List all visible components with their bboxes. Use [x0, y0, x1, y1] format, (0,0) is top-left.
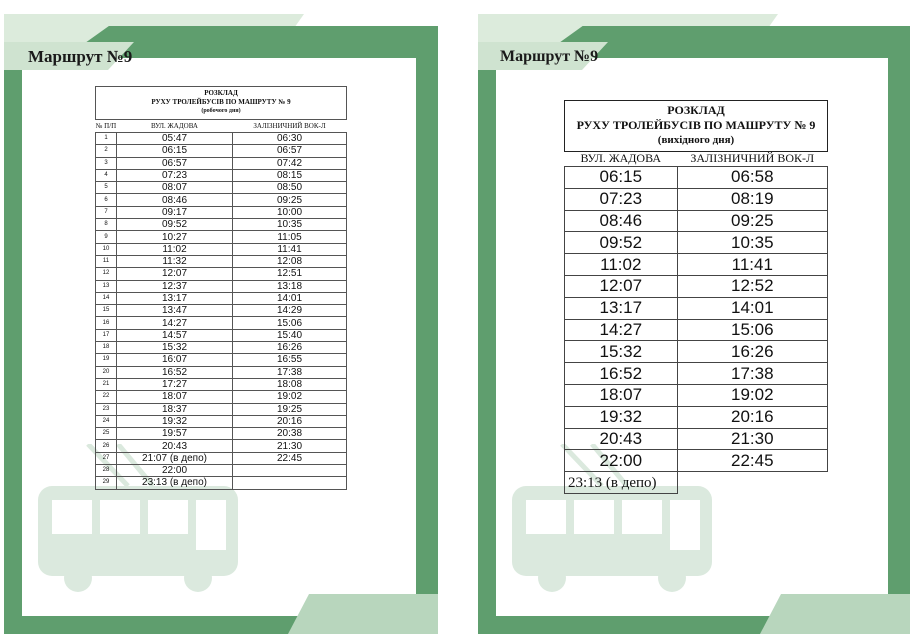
- table-row: [565, 406, 828, 428]
- row-number: 23: [96, 403, 117, 415]
- departure-station: 08:19: [677, 188, 827, 210]
- title-line-3: (робочого дня): [201, 108, 241, 114]
- departure-zhadova: 16:52: [565, 363, 678, 385]
- table-row: [565, 341, 828, 363]
- title-line-1: РОЗКЛАД: [204, 89, 238, 97]
- frame-left: [4, 58, 22, 634]
- departure-zhadova: 15:32: [565, 341, 678, 363]
- table-row: [96, 133, 347, 145]
- table-row: [565, 384, 828, 406]
- departure-station: [233, 465, 347, 477]
- table-row: [565, 210, 828, 232]
- table-row: [96, 206, 347, 218]
- departure-station: 09:25: [233, 194, 347, 206]
- departure-zhadova: 19:32: [117, 415, 233, 427]
- table-row: [96, 452, 347, 464]
- table-row: [96, 169, 347, 181]
- table-row: [96, 317, 347, 329]
- departure-station: 15:06: [233, 317, 347, 329]
- table-row: [96, 378, 347, 390]
- row-number: 12: [96, 268, 117, 280]
- row-number: 3: [96, 157, 117, 169]
- route-label: Маршрут №9: [500, 48, 599, 65]
- table-row: [96, 182, 347, 194]
- weekday-schedule-sheet: [4, 14, 438, 634]
- table-row: [565, 319, 828, 341]
- row-number: 29: [96, 477, 117, 489]
- departure-zhadova: 08:46: [117, 194, 233, 206]
- departure-station: 17:38: [677, 363, 827, 385]
- table-row: [96, 477, 347, 489]
- table-row: [565, 428, 828, 450]
- table-row: [96, 366, 347, 378]
- departure-zhadova: 12:07: [565, 275, 678, 297]
- departure-zhadova: 13:17: [565, 297, 678, 319]
- table-row: [96, 280, 347, 292]
- row-number: 13: [96, 280, 117, 292]
- departure-zhadova: 13:47: [117, 305, 233, 317]
- departure-station: 10:00: [233, 206, 347, 218]
- departure-zhadova: 14:27: [117, 317, 233, 329]
- frame-corner: [760, 594, 910, 634]
- departure-zhadova: 12:07: [117, 268, 233, 280]
- departure-station: 14:01: [233, 292, 347, 304]
- departure-zhadova: 11:02: [565, 254, 678, 276]
- departure-zhadova: 18:07: [565, 384, 678, 406]
- row-number: 20: [96, 366, 117, 378]
- departure-station: 22:45: [233, 452, 347, 464]
- departure-station: 06:58: [677, 167, 827, 189]
- table-row: [96, 194, 347, 206]
- departure-zhadova: 23:13 (в депо): [117, 477, 233, 489]
- row-number: 10: [96, 243, 117, 255]
- departure-station: 15:06: [677, 319, 827, 341]
- departure-station: 12:51: [233, 268, 347, 280]
- table-row: [96, 329, 347, 341]
- row-number: 8: [96, 219, 117, 231]
- row-number: 24: [96, 415, 117, 427]
- departure-station: 17:38: [233, 366, 347, 378]
- table-row: [565, 472, 828, 494]
- departure-zhadova: 14:57: [117, 329, 233, 341]
- title-line-2: РУХУ ТРОЛЕЙБУСІВ ПО МАШРУТУ № 9: [151, 98, 291, 106]
- departure-station: 08:50: [233, 182, 347, 194]
- table-row: [96, 415, 347, 427]
- row-number: 19: [96, 354, 117, 366]
- weekend-timetable: [564, 150, 828, 494]
- row-number: 26: [96, 440, 117, 452]
- departure-station: 21:30: [233, 440, 347, 452]
- departure-zhadova: 12:37: [117, 280, 233, 292]
- column-header-station: ЗАЛІЗНИЧНИЙ ВОК-Л: [677, 150, 827, 167]
- frame-left: [478, 58, 496, 634]
- table-row: [96, 145, 347, 157]
- departure-station: 20:38: [233, 428, 347, 440]
- table-row: [96, 391, 347, 403]
- departure-station: 19:02: [233, 391, 347, 403]
- departure-zhadova: 22:00: [117, 465, 233, 477]
- title-line-1: РОЗКЛАД: [667, 103, 725, 117]
- row-number: 27: [96, 452, 117, 464]
- departure-zhadova: 18:07: [117, 391, 233, 403]
- table-row: [96, 403, 347, 415]
- departure-station: 11:41: [677, 254, 827, 276]
- departure-station: 16:26: [677, 341, 827, 363]
- departure-station: 18:08: [233, 378, 347, 390]
- departure-zhadova: 20:43: [117, 440, 233, 452]
- table-row: [565, 188, 828, 210]
- departure-station: 21:30: [677, 428, 827, 450]
- departure-station: 08:15: [233, 169, 347, 181]
- departure-zhadova: 09:52: [565, 232, 678, 254]
- table-row: [96, 292, 347, 304]
- departure-station: 11:05: [233, 231, 347, 243]
- departure-station: 19:02: [677, 384, 827, 406]
- departure-station: 16:26: [233, 342, 347, 354]
- row-number: 16: [96, 317, 117, 329]
- departure-zhadova: 06:15: [565, 167, 678, 189]
- departure-zhadova: 21:07 (в депо): [117, 452, 233, 464]
- frame-corner: [288, 594, 438, 634]
- row-number: 4: [96, 169, 117, 181]
- timetable-title: [96, 87, 347, 120]
- row-number: 6: [96, 194, 117, 206]
- departure-zhadova: 18:37: [117, 403, 233, 415]
- table-row: [96, 219, 347, 231]
- departure-station: 15:40: [233, 329, 347, 341]
- table-row: [565, 275, 828, 297]
- table-row: [565, 232, 828, 254]
- weekday-timetable: [95, 86, 347, 490]
- table-row: [96, 305, 347, 317]
- table-row: [96, 255, 347, 267]
- departure-station: 06:57: [233, 145, 347, 157]
- row-number: 17: [96, 329, 117, 341]
- row-number: 15: [96, 305, 117, 317]
- weekend-schedule-sheet: [478, 14, 910, 634]
- departure-zhadova: 14:27: [565, 319, 678, 341]
- departure-zhadova: 11:32: [117, 255, 233, 267]
- timetable-title: [564, 100, 828, 152]
- row-number: 25: [96, 428, 117, 440]
- departure-station: 20:16: [677, 406, 827, 428]
- route-label: Маршрут №9: [28, 47, 133, 66]
- departure-zhadova: 11:02: [117, 243, 233, 255]
- table-row: [565, 363, 828, 385]
- departure-station: 19:25: [233, 403, 347, 415]
- table-row: [96, 231, 347, 243]
- row-number: 9: [96, 231, 117, 243]
- departure-zhadova: 06:57: [117, 157, 233, 169]
- departure-zhadova: 19:32: [565, 406, 678, 428]
- departure-zhadova: 20:43: [565, 428, 678, 450]
- departure-zhadova: 07:23: [565, 188, 678, 210]
- row-number: 1: [96, 133, 117, 145]
- departure-zhadova: 09:17: [117, 206, 233, 218]
- table-row: [96, 428, 347, 440]
- row-number: 18: [96, 342, 117, 354]
- column-header-station: ЗАЛІЗНИЧНИЙ ВОК-Л: [233, 120, 347, 133]
- table-row: [96, 440, 347, 452]
- departure-zhadova: 22:00: [565, 450, 678, 472]
- frame-right: [416, 26, 438, 634]
- departure-zhadova: 23:13 (в депо): [565, 472, 678, 494]
- departure-zhadova: 15:32: [117, 342, 233, 354]
- table-row: [565, 254, 828, 276]
- column-header-zhadova: ВУЛ. ЖАДОВА: [117, 120, 233, 133]
- departure-station: 14:01: [677, 297, 827, 319]
- row-number: 11: [96, 255, 117, 267]
- table-row: [96, 157, 347, 169]
- table-row: [565, 297, 828, 319]
- table-row: [96, 268, 347, 280]
- title-line-2: РУХУ ТРОЛЕЙБУСІВ ПО МАШРУТУ № 9: [576, 118, 816, 132]
- table-row: [96, 465, 347, 477]
- departure-station: 20:16: [233, 415, 347, 427]
- departure-station: 16:55: [233, 354, 347, 366]
- departure-zhadova: 09:52: [117, 219, 233, 231]
- departure-station: [677, 472, 827, 494]
- departure-zhadova: 08:07: [117, 182, 233, 194]
- departure-zhadova: 17:27: [117, 378, 233, 390]
- departure-station: 22:45: [677, 450, 827, 472]
- table-row: [96, 243, 347, 255]
- frame-right: [888, 26, 910, 634]
- departure-station: [233, 477, 347, 489]
- table-row: [96, 342, 347, 354]
- table-row: [565, 167, 828, 189]
- departure-zhadova: 19:57: [117, 428, 233, 440]
- departure-station: 10:35: [233, 219, 347, 231]
- departure-station: 11:41: [233, 243, 347, 255]
- row-number: 14: [96, 292, 117, 304]
- row-number: 7: [96, 206, 117, 218]
- row-number: 21: [96, 378, 117, 390]
- column-header-number: № П/П: [96, 120, 117, 133]
- column-header-zhadova: ВУЛ. ЖАДОВА: [565, 150, 678, 167]
- departure-zhadova: 06:15: [117, 145, 233, 157]
- departure-station: 12:08: [233, 255, 347, 267]
- table-row: [96, 354, 347, 366]
- departure-zhadova: 05:47: [117, 133, 233, 145]
- departure-station: 13:18: [233, 280, 347, 292]
- departure-station: 07:42: [233, 157, 347, 169]
- departure-zhadova: 10:27: [117, 231, 233, 243]
- departure-station: 06:30: [233, 133, 347, 145]
- departure-station: 12:52: [677, 275, 827, 297]
- departure-zhadova: 16:07: [117, 354, 233, 366]
- row-number: 28: [96, 465, 117, 477]
- departure-zhadova: 07:23: [117, 169, 233, 181]
- row-number: 22: [96, 391, 117, 403]
- departure-zhadova: 13:17: [117, 292, 233, 304]
- departure-station: 09:25: [677, 210, 827, 232]
- departure-zhadova: 16:52: [117, 366, 233, 378]
- departure-zhadova: 08:46: [565, 210, 678, 232]
- row-number: 2: [96, 145, 117, 157]
- departure-station: 14:29: [233, 305, 347, 317]
- title-line-3: (вихідного дня): [657, 134, 735, 146]
- departure-station: 10:35: [677, 232, 827, 254]
- table-row: [565, 450, 828, 472]
- row-number: 5: [96, 182, 117, 194]
